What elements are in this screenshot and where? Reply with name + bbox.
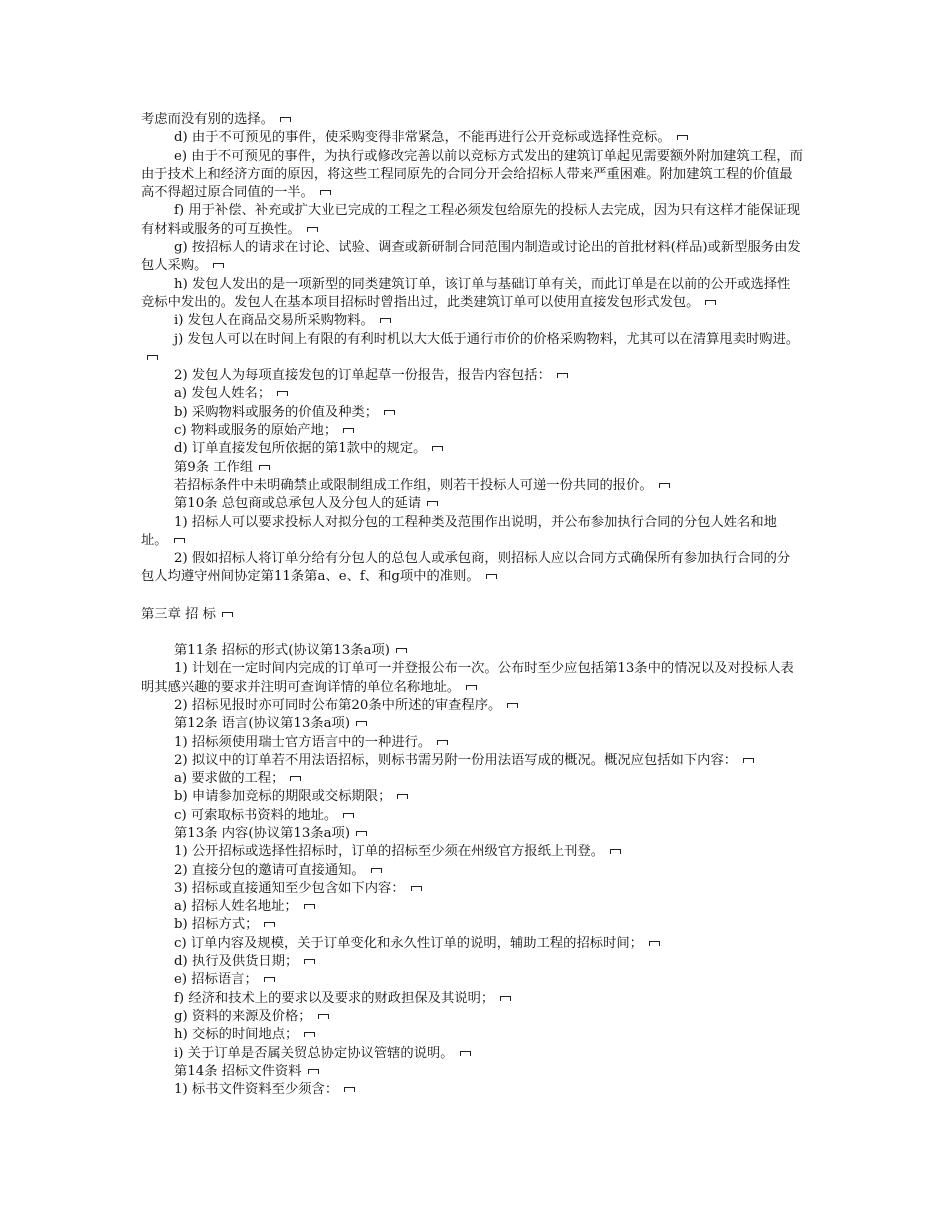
paragraph-mark-icon [396,648,407,653]
paragraph-text: 第9条 工作组 [174,459,254,475]
paragraph-text: i) 关于订单是否属关贸总协定协议管辖的说明。 [174,1045,454,1061]
paragraph-mark-icon [437,740,448,745]
paragraph-mark-icon [264,977,275,982]
paragraph [141,312,803,330]
paragraph-text: 1) 公开招标或选择性招标时，订单的招标至少须在州级官方报纸上刊登。 [174,844,605,860]
paragraph-text: a) 招标人姓名地址； [174,899,298,915]
paragraph [141,1008,803,1026]
paragraph-text: d) 执行及供货日期； [174,954,299,970]
paragraph [141,495,803,513]
paragraph-text: e) 由于不可预见的事件，为执行或修改完善以前以竞标方式发出的建筑订单起见需要额外附加建筑工程，而由于技术上和经济方面的原因，将这些工程同原先的合同分开会给招标人带来严重困难。附加建筑工程的价值最高不得超过原合同值的一半。 [141,148,803,201]
paragraph [141,752,803,770]
paragraph [141,331,803,368]
paragraph [141,1026,803,1044]
paragraph-mark-icon [264,922,275,927]
paragraph [141,898,803,916]
paragraph-text: b) 申请参加竞标的期限或交标期限； [174,789,392,805]
paragraph-mark-icon [213,263,224,268]
paragraph-mark-icon [304,1032,315,1037]
paragraph-text: b) 采购物料或服务的价值及种类； [174,404,379,420]
paragraph-text: 2) 招标见报时亦可同时公布第20条中所述的审查程序。 [174,697,502,713]
paragraph-mark-icon [356,721,367,726]
paragraph [141,843,803,861]
chapter-heading [141,606,803,624]
paragraph-mark-icon [466,685,477,690]
paragraph-mark-icon [320,190,331,195]
paragraph-text: c) 物料或服务的原始产地； [174,423,338,439]
paragraph-mark-icon [147,355,158,360]
paragraph-mark-icon [290,776,301,781]
paragraph [141,734,803,752]
paragraph-mark-icon [259,465,270,470]
paragraph [141,971,803,989]
paragraph-text: a) 发包人姓名； [174,386,272,402]
paragraph [141,550,803,587]
paragraph [141,385,803,403]
paragraph-mark-icon [384,410,395,415]
paragraph-text: g) 按招标人的请求在讨论、试验、调查或新研制合同范围内制造或讨论出的首批材料(样品)或新型服务由发包人采购。 [141,240,801,274]
paragraph [141,367,803,385]
paragraph-text: i) 发包人在商品交易所采购物料。 [174,313,374,329]
paragraph-mark-icon [557,373,568,378]
paragraph-mark-icon [705,300,716,305]
paragraph-mark-icon [649,941,660,946]
paragraph-text: b) 招标方式； [174,917,259,933]
paragraph-text: h) 交标的时间地点； [174,1027,299,1043]
paragraph-mark-icon [411,886,422,891]
paragraph-mark-icon [380,318,391,323]
paragraph-mark-icon [356,831,367,836]
paragraph [141,788,803,806]
paragraph-mark-icon [174,538,185,543]
paragraph-text: 2) 假如招标人将订单分给有分包人的总包人或承包商，则招标人应以合同方式确保所有参加执行合同的分包人均遵守州间协定第11条第a、e、f、和g项中的准则。 [141,551,791,585]
paragraph-text: 1) 招标须使用瑞士官方语言中的一种进行。 [174,734,432,750]
paragraph [141,202,803,239]
paragraph [141,422,803,440]
paragraph-mark-icon [500,996,511,1001]
paragraph [141,459,803,477]
paragraph-text: j) 发包人可以在时间上有限的有利时机以大大低于通行市价的价格采购物料，尤其可以在清算甩卖时购进。 [174,331,800,347]
paragraph-text: f) 经济和技术上的要求以及要求的财政担保及其说明； [174,990,495,1006]
paragraph-text: 第14条 招标文件资料 [174,1063,302,1079]
paragraph-mark-icon [304,904,315,909]
paragraph [141,697,803,715]
paragraph-mark-icon [343,428,354,433]
paragraph [141,642,803,660]
paragraph [141,1045,803,1063]
paragraph [141,514,803,551]
paragraph [141,404,803,422]
paragraph-text: 1) 计划在一定时间内完成的订单可一并登报公布一次。公布时至少应包括第13条中的情况以及对投标人表明其感兴趣的要求并注明可查询详情的单位名称地址。 [141,661,794,695]
paragraph-mark-icon [486,574,497,579]
paragraph-mark-icon [307,227,318,232]
paragraph-text: a) 要求做的工程； [174,771,285,787]
paragraph [141,825,803,843]
paragraph [141,953,803,971]
paragraph [141,148,803,203]
paragraph [141,807,803,825]
paragraph-text: h) 发包人发出的是一项新型的同类建筑订单，该订单与基础订单有关，而此订单是在以前的公开或选择性竞标中发出的。发包人在基本项目招标时曾指出过，此类建筑订单可以使用直接发包形式发包。 [141,276,791,310]
paragraph-mark-icon [610,849,621,854]
paragraph [141,1081,803,1099]
paragraph [141,990,803,1008]
paragraph [141,440,803,458]
paragraph-mark-icon [371,868,382,873]
paragraph-text: f) 用于补偿、补充或扩大业已完成的工程之工程必须发包给原先的投标人去完成，因为只有这样才能保证现有材料或服务的可互换性。 [141,203,800,237]
paragraph-mark-icon [743,758,754,763]
paragraph-mark-icon [344,1087,355,1092]
paragraph-text: c) 订单内容及规模，关于订单变化和永久性订单的说明，辅助工程的招标时间； [174,935,643,951]
paragraph-text: 第13条 内容(协议第13条a项) [174,825,351,841]
paragraph [141,111,803,129]
paragraph-text: 考虑而没有别的选择。 [141,112,274,127]
paragraph-mark-icon [277,391,288,396]
paragraph-text: 1) 招标人可以要求投标人对拟分包的工程种类及范围作出说明，并公布参加执行合同的分包人姓名和地址。 [141,514,777,548]
paragraph [141,477,803,495]
paragraph-text: c) 可索取标书资料的地址。 [174,807,338,823]
paragraph-text: e) 招标语言； [174,972,258,988]
paragraph [141,770,803,788]
paragraph [141,660,803,697]
paragraph-mark-icon [677,135,688,140]
paragraph-mark-icon [280,117,291,122]
paragraph-mark-icon [427,501,438,506]
paragraph-text: d) 由于不可预见的事件，使采购变得非常紧急，不能再进行公开竞标或选择性竞标。 [174,130,671,146]
paragraph-mark-icon [343,813,354,818]
paragraph [141,862,803,880]
paragraph-text: d) 订单直接发包所依据的第1款中的规定。 [174,441,427,457]
paragraph-text: 1) 标书文件资料至少须含： [174,1082,339,1098]
paragraph-text: 若招标条件中未明确禁止或限制组成工作组，则若干投标人可递一份共同的报价。 [174,477,653,493]
paragraph-mark-icon [432,446,443,451]
paragraph-text: 第10条 总包商或总承包人及分包人的延请 [174,496,422,512]
paragraph-text: 第11条 招标的形式(协议第13条a项) [174,643,390,659]
paragraph-text: 2) 发包人为每项直接发包的订单起草一份报告，报告内容包括： [174,368,551,384]
paragraph-mark-icon [308,1069,319,1074]
paragraph-text: 第三章 招 标 [141,606,216,622]
paragraph-mark-icon [222,612,233,617]
paragraph-text: 第12条 语言(协议第13条a项) [174,716,351,732]
paragraph-mark-icon [507,703,518,708]
paragraph-text: g) 资料的来源及价格； [174,1008,312,1024]
paragraph-text: 3) 招标或直接通知至少包含如下内容： [174,880,405,896]
paragraph-mark-icon [460,1051,471,1056]
paragraph-mark-icon [397,794,408,799]
paragraph-mark-icon [318,1014,329,1019]
paragraph [141,276,803,313]
paragraph [141,1063,803,1081]
paragraph [141,916,803,934]
paragraph-text: 2) 拟议中的订单若不用法语招标，则标书需另附一份用法语写成的概况。概况应包括如下内容： [174,752,738,768]
paragraph [141,239,803,276]
paragraph-mark-icon [659,483,670,488]
document-page [141,111,803,1099]
paragraph [141,935,803,953]
paragraph-text: 2) 直接分包的邀请可直接通知。 [174,862,365,878]
paragraph [141,880,803,898]
paragraph [141,129,803,147]
paragraph-mark-icon [304,959,315,964]
paragraph [141,715,803,733]
